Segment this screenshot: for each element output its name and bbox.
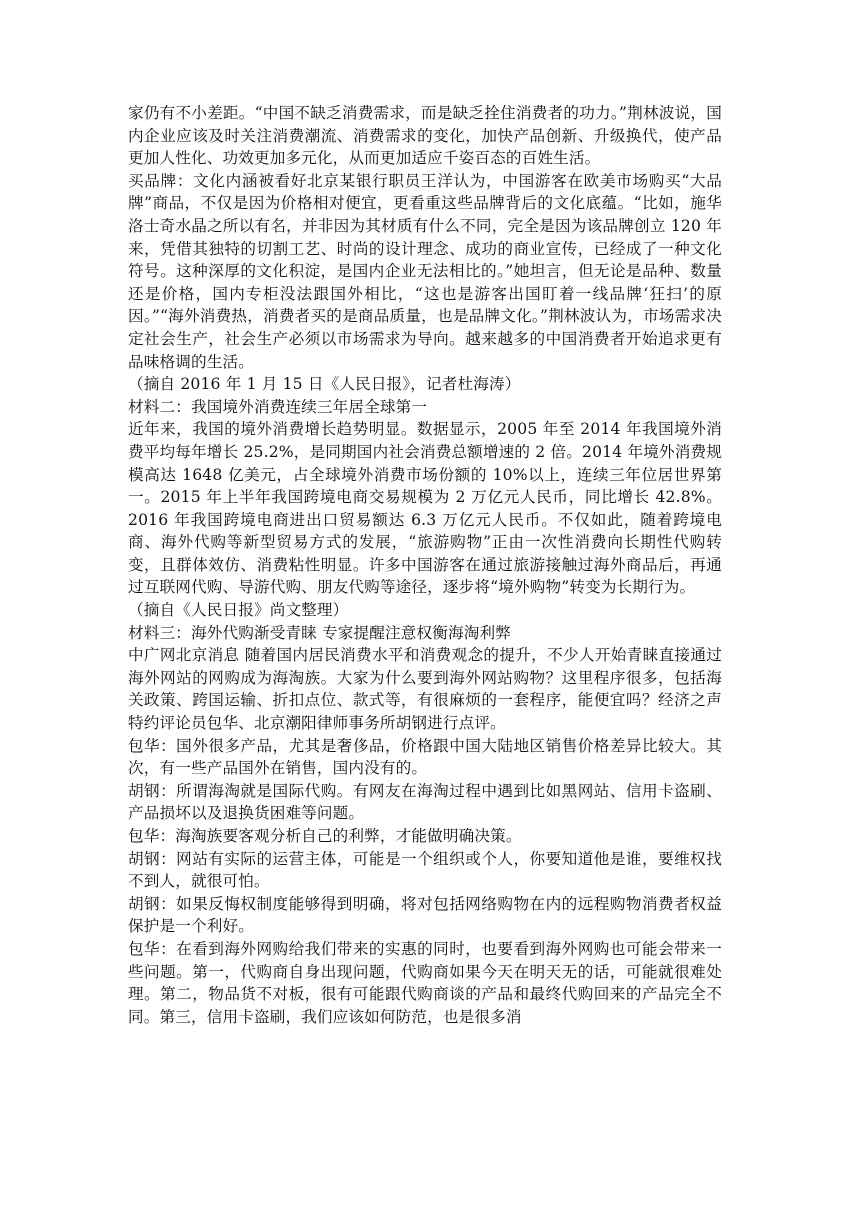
paragraph-cnr-intro: 中广网北京消息 随着国内居民消费水平和消费观念的提升，不少人开始青睐直接通过海外网站的网购成为海淘族。大家为什么要到海外网站购物？这里程序很多，包括海关政策、跨国运输、折扣点位、款式等，有很麻烦的一套程序，能便宜吗？经济之声特约评论员包华、北京潮阳律师事务所胡钢进行点评。 [128, 646, 722, 733]
paragraph-baohua-1: 包华：国外很多产品，尤其是奢侈品，价格跟中国大陆地区销售价格差异比较大。其次，有一些产品国外在销售，国内没有的。 [128, 736, 722, 778]
source-note-1: （摘自 2016 年 1 月 15 日《人民日报》，记者杜海涛） [128, 375, 521, 394]
paragraph-hugang-3: 胡钢：如果反悔权制度能够得到明确，将对包括网络购物在内的远程购物消费者权益保护是一个利好。 [128, 894, 722, 936]
paragraph-hugang-1: 胡钢：所谓海淘就是国际代购。有网友在海淘过程中遇到比如黑网站、信用卡盗刷、产品损坏以及退换货困难等问题。 [128, 781, 722, 823]
paragraph-baohua-2: 包华：海淘族要客观分析自己的利弊，才能做明确决策。 [128, 827, 522, 845]
source-note-2: （摘自《人民日报》尚文整理） [128, 601, 349, 620]
paragraph-hugang-2: 胡钢：网站有实际的运营主体，可能是一个组织或个人，你要知道他是谁，要维权找不到人，就很可怕。 [128, 849, 722, 891]
paragraph-baohua-3: 包华：在看到海外网购给我们带来的实惠的同时，也要看到海外网购也可能会带来一些问题。第一，代购商自身出现问题，代购商如果今天在明天无的话，可能就很难处理。第二，物品货不对板，很有可能跟代购商谈的产品和最终代购回来的产品完全不同。第三，信用卡盗刷，我们应该如何防范，也是很多消 [128, 939, 722, 1026]
paragraph-overseas-consumption: 近年来，我国的境外消费增长趋势明显。数据显示，2005 年至 2014 年我国境外消费平均每年增长 25.2%，是同期国内社会消费总额增速的 2 倍。2014 年境外消费规模高达 1648 亿美元，占全球境外消费市场份额的 10%以上，连续三年位居世界第一。2015 年上半年我国跨境电商交易规模为 2 万亿元人民币，同比增长 42.8%。2016 年我国跨境电商进出口贸易额达 6.3 万亿元人民币。不仅如此，随着跨境电商、海外代购等新型贸易方式的发展，“旅游购物”正由一次性消费向长期性代购转变，且群体效仿、消费粘性明显。许多中国游客在通过旅游接触过海外商品后，再通过互联网代购、导游代购、朋友代购等途径，逐步将“境外购物”转变为长期行为。 [128, 420, 722, 597]
paragraph-buy-brands: 买品牌：文化内涵被看好北京某银行职员王洋认为，中国游客在欧美市场购买“大品牌”商品，不仅是因为价格相对便宜，更看重这些品牌背后的文化底蕴。“比如，施华洛士奇水晶之所以有名，并非因为其材质有什么不同，完全是因为该品牌创立 120 年来，凭借其独特的切割工艺、时尚的设计理念、成功的商业宣传，已经成了一种文化符号。这种深厚的文化积淀，是国内企业无法相比的。”她坦言，但无论是品种、数量还是价格，国内专柜没法跟国外相比，“这也是游客出国盯着一线品牌‘狂扫’的原因。”“海外消费热，消费者买的是商品质量，也是品牌文化。”荆林波认为，市场需求决定社会生产，社会生产必须以市场需求为导向。越来越多的中国消费者开始追求更有品味格调的生活。 [128, 171, 722, 371]
material-2-heading: 材料二：我国境外消费连续三年居全球第一 [128, 397, 428, 416]
material-3-heading: 材料三：海外代购渐受青睐 专家提醒注意权衡海淘利弊 [128, 623, 511, 642]
paragraph-consumer-demand: 家仍有不小差距。“中国不缺乏消费需求，而是缺乏拴住消费者的功力。”荆林波说，国内企业应该及时关注消费潮流、消费需求的变化，加快产品创新、升级换代，使产品更加人性化、功效更加多元化，从而更加适应千姿百态的百姓生活。 [128, 104, 722, 168]
document-body [128, 102, 722, 1028]
